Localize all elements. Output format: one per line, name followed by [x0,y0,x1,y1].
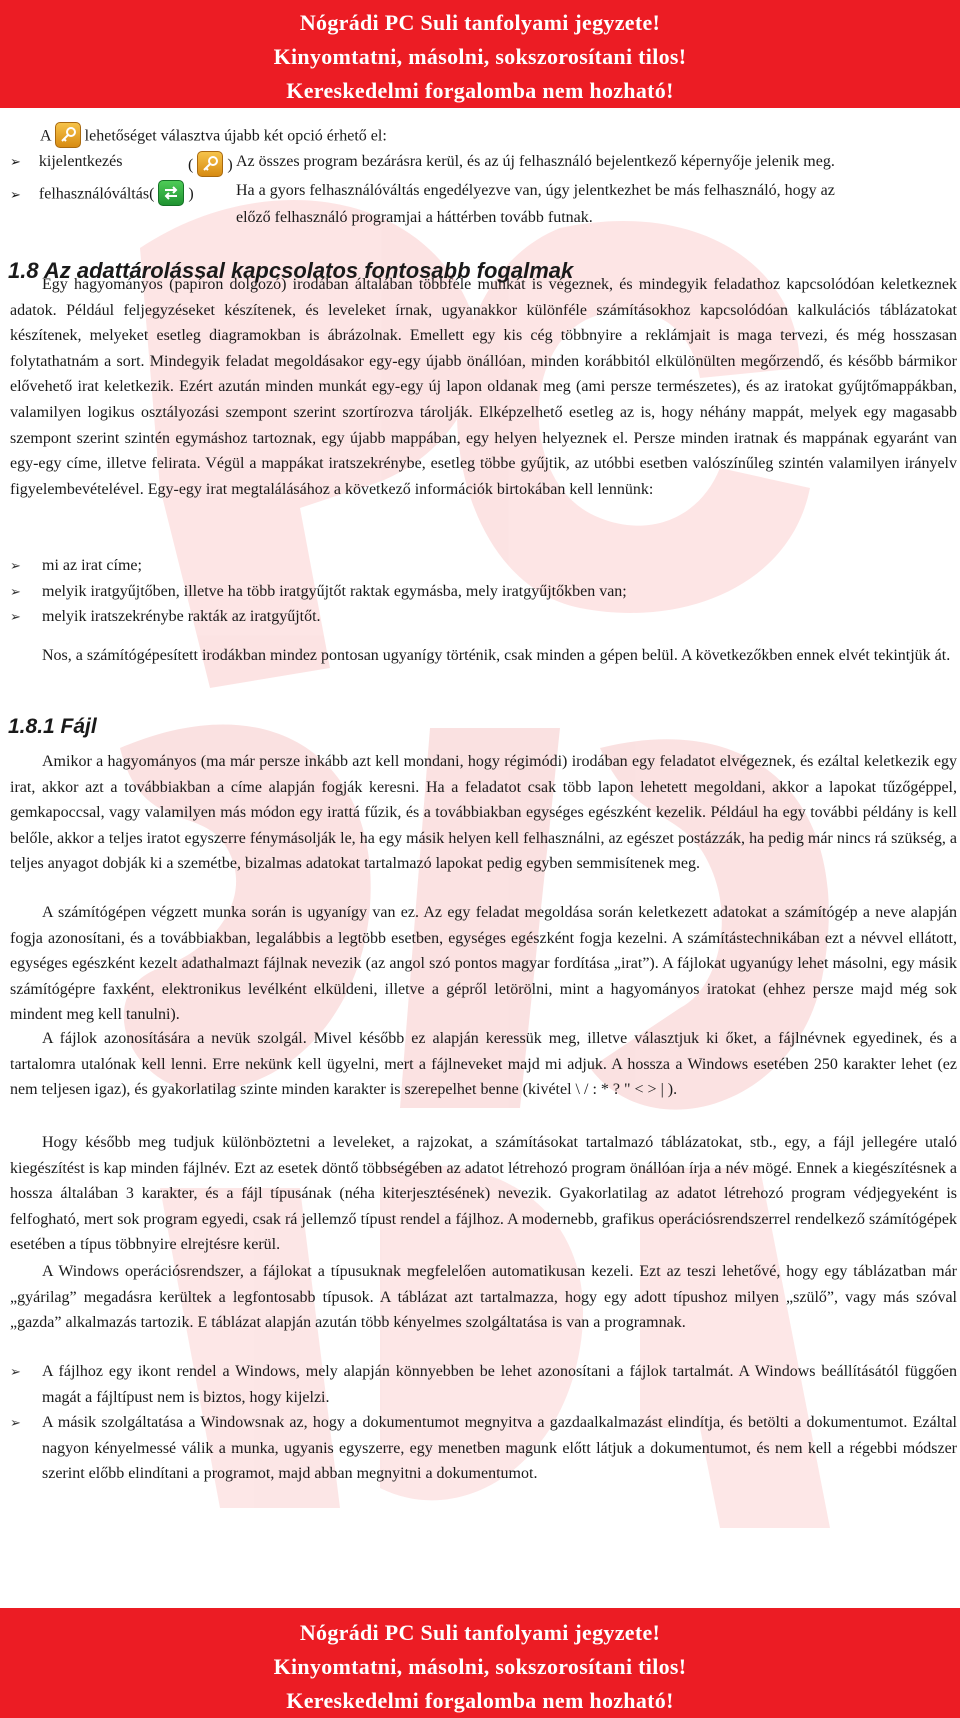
option-switch-user [10,182,194,208]
list-item: ➢ A fájlhoz egy ikont rendel a Windows, mely alapján könnyebben be lehet azonosítani a fájlok tartalmát. A Windows beállításától függően magát a fájltípust nem is biztos, hogy kijelzi. [10,1359,957,1410]
section-title: 1.8 Az adattárolással kapcsolatos fontosabb fogalmak [8,258,574,283]
intro-suffix: lehetőséget választva újabb két opció érhető el: [84,127,387,145]
paren-open: ( [188,156,194,174]
banner-line-1: Nógrádi PC Suli tanfolyami jegyzete! [299,1620,661,1645]
intro-line [40,124,387,150]
switch-user-icon [158,180,184,206]
subsection-paragraph-4: Hogy később meg tudjuk különböztetni a leveleket, a rajzokat, a számításokat tartalmazó táblázatokat, stb., egy, a fájl jellegére utaló kiegészítést is kap minden fájlnév. Ezt az esetek döntő többségében az adatot létrehozó program önállóan írja a név mögé. Ennek a kiegészítésnek a hossza általában 3 karakter, és a fájl típusának (néha kiterjesztésének) nevezik. Gyakorlatilag az adatot létrehozó program védjegyeként is felfogható, mert sok program egyedi, csak rá jellemző típust rendel a fájlhoz. A modernebb, grafikus operációsrendszerrel rendelkező számítógépek esetében a típus többnyire elrejtésre kerül. [10,1134,957,1254]
banner-line-3: Kereskedelmi forgalomba nem hozható! [286,78,674,103]
option-logout-desc: Az összes program bezárásra kerül, és az új felhasználó bejelentkező képernyője jelenik meg. [236,153,835,170]
option-logout [10,153,122,171]
arrow-bullet-icon: ➢ [10,1364,21,1379]
key-icon [55,122,81,148]
banner-line-2: Kinyomtatni, másolni, sokszorosítani tilos! [273,1654,687,1679]
option-logout-name: kijelentkezés [38,153,123,170]
option-switch-name: felhasználóváltás( [38,185,155,203]
option-logout-icon-group [188,153,233,179]
section-bullet-list [10,553,957,630]
key-icon [197,151,223,177]
arrow-bullet-icon: ➢ [10,154,21,169]
footer-banner [0,1608,960,1718]
list-item: ➢ melyik iratszekrénybe rakták az iratgyűjtőt. [10,604,957,630]
arrow-bullet-icon: ➢ [10,609,21,625]
banner-line-3: Kereskedelmi forgalomba nem hozható! [286,1688,674,1713]
list-item: ➢ mi az irat címe; [10,553,957,579]
arrow-bullet-icon: ➢ [10,583,21,599]
paren-close: ) [188,185,194,203]
subsection-title: 1.8.1 Fájl [8,715,97,738]
option-switch-desc-2: előző felhasználó programjai a háttérben tovább futnak. [236,209,593,226]
header-banner [0,0,960,108]
subsection-paragraph-5: A Windows operációsrendszer, a fájlokat a típusuknak megfelelően automatikusan kezeli. Ezt az teszi lehetővé, hogy egy táblázatban már „gyárilag” megadásra kerültek a legfontosabb típusok. A táblázat azt tartalmazza, hogy egy adott típushoz milyen „szülő”, vagy más szóval „gazda” alkalmazás tartozik. E táblázat alapján azután több kényelmes szolgáltatása is van a programnak. [10,1263,957,1332]
list-item: ➢ melyik iratgyűjtőben, illetve ha több iratgyűjtőt raktak egymásba, mely iratgyűjtőkben van; [10,579,957,605]
intro-prefix: A [40,127,51,145]
section-paragraph-1-text: Egy hagyományos (papíron dolgozó) irodában általában többféle munkát is végeznek, és mindegyik feladathoz kapcsolódóan keletkeznek adatok. Például feljegyzéseket készítenek, és leveleket írnak, ugyanakkor különféle számításokhoz kapcsolódóan kalkulációs táblázatokat készítenek, melyeket esetleg diagramokban is ábrázolnak. Emellett egy kis cég többnyire a reklámjait is maga tervezi, és még hosszasan folytathatnám a sort. Mindegyik feladat megoldásakor egy-egy újabb önállóan, minden korábbitól elkülönülten megőrzendő, és később bármikor elővehető irat keletkezik. Ezért azután minden munkát egy-egy új lapon oldanak meg (ami persze természetes), és az iratokat gyűjtőmappákban, valamilyen logikus osztályozási szempont szerint szortírozva tárolják. Elképzelhető esetleg az is, hogy néhány mappát, melyek egy magasabb szempont szerint szintén egymáshoz tartoznak, egy újabb mappában, egy helyen helyeznek el. Persze minden iratnak és mappának egyaránt van egy-egy címe, illetve felirata. Végül a mappákat iratszekrénybe, esetleg többe gyűjtik, az utóbbi esetben valószínűleg szintén valamilyen irányelv figyelembevételével. Egy-egy irat megtalálásához a következő információk birtokában kell lennünk: [10,276,957,498]
subsection-paragraph-3: A fájlok azonosítására a nevük szolgál. Mivel később ez alapján keressük meg, illetve választjuk ki őket, a fájlnévnek egyedinek, és a tartalomra utalónak kell lenni. Erre nekünk kell ügyelni, mert a fájlneveket majd mi adjuk. A hossza a Windows esetében 250 karakter lehet (ez nem teljesen igaz), és gyakorlatilag szinte minden karakter is szerepelhet benne (kivétel \ / : * ? " < > | ). [10,1030,957,1099]
banner-line-1: Nógrádi PC Suli tanfolyami jegyzete! [299,10,661,35]
option-switch-desc-1: Ha a gyors felhasználóváltás engedélyezve van, úgy jelentkezhet be más felhasználó, hogy az [236,182,835,199]
subsection-bullet-list [10,1359,957,1487]
list-item: ➢ A másik szolgáltatása a Windowsnak az, hogy a dokumentumot megnyitva a gazdaalkalmazást elindítja, és betölti a dokumentumot. Ezáltal nagyon kényelmessé válik a munka, ugyanis egyszerre, egy menetben magunk előtt látjuk a dokumentumot, és nem kell a régebbi módszer szerint előbb elindítani a programot, majd abban megnyitni a dokumentumot. [10,1410,957,1487]
paren-close: ) [227,156,233,174]
banner-line-2: Kinyomtatni, másolni, sokszorosítani tilos! [273,44,687,69]
arrow-bullet-icon: ➢ [10,1415,21,1431]
section-paragraph-2: Nos, a számítógépesített irodákban mindez pontosan ugyanígy történik, csak minden a gépen belül. A következőkben ennek elvét tekintjük át. [42,647,951,664]
subsection-paragraph-2: A számítógépen végzett munka során is ugyanígy van ez. Az egy feladat megoldása során keletkezett adatokat a számítógép a neve alapján fogja azonosítani, és a továbbiakban, legalábbis a legtöbb esetben, egységes egészként fogja kezelni. A számítástechnikában ezt a névvel ellátott, egységes egészként kezelt adathalmazt fájlnak nevezik (az angol szó pontos magyar fordítása „irat”). A fájlokat ugyanúgy lehet másolni, egy másik számítógépre faxként, elektronikus levélként elküldeni, illetve a gépről letörölni, mint a hagyományos iratokat (ehhez persze majd még sok mindent meg kell tanulni). [10,904,957,1024]
subsection-paragraph-1: Amikor a hagyományos (ma már persze inkább azt kell mondani, hogy régimódi) irodában egy feladatot elvégeznek, és ezáltal keletkezik egy irat, akkor azt a továbbiakban a címe alapján fogják keresni. Ha a feladatot csak több lapon lehetett megoldani, akkor a lapokat tűzőgéppel, gemkapoccsal, vagy valamilyen más módon egy irattá fűzik, és a továbbiakban egységes egészként kezelik. Például ha egy további példány is kell belőle, akkor a teljes iratot egyszerre fénymásolják le, ha egy másik helyen kell felhasználni, az egészet postázzák, ha pedig már nincs rá szükség, a teljes anyagot dobják ki a szemétbe, bizalmas adatokat tartalmazó lapokat pedig egyben semmisítenek meg. [10,753,957,873]
arrow-bullet-icon: ➢ [10,186,21,202]
arrow-bullet-icon: ➢ [10,558,21,573]
